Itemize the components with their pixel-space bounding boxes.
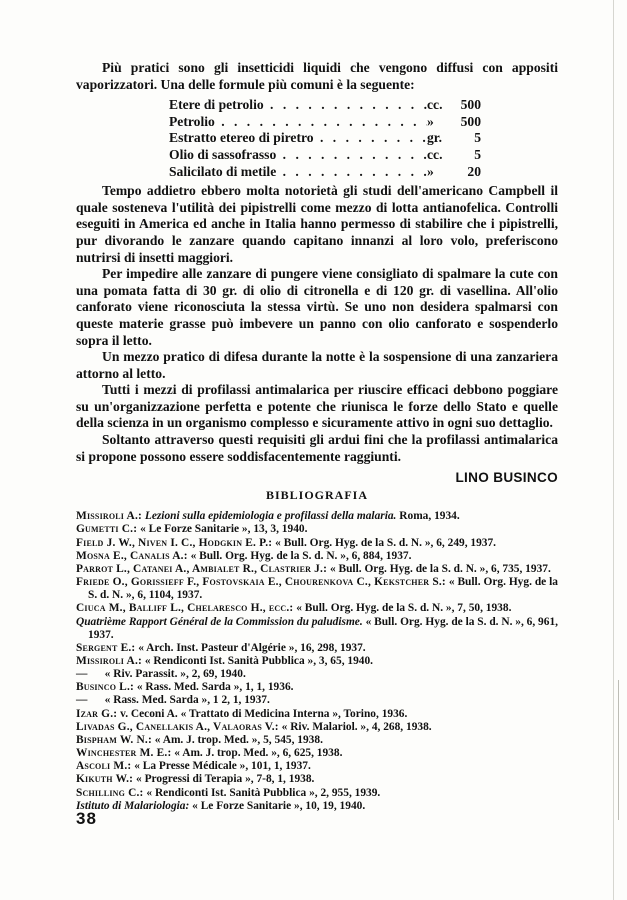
bibliography-entry <box>76 642 558 655</box>
bibliography-list <box>76 510 561 813</box>
bibliography-author: Businco L.: <box>76 681 135 694</box>
bibliography-author: Missiroli A.: <box>76 510 143 523</box>
paragraph-organization: Tutti i mezzi di profilassi antimalarica per riuscire efficaci debbono poggiare su un'organizzazione perfetta e potente che riunisca le forze dello Stato e quelle della scienza in un organismo complesso e sicuramente attivo in ogni suo dettaglio. <box>76 382 558 431</box>
bibliography-entry <box>76 773 558 786</box>
bibliography-author: Parrot L., Catanei A., Ambialet R., Clastrier J.: <box>76 562 328 575</box>
bibliography-source: « Rass. Med. Sarda », 1, 1, 1936. <box>134 681 294 694</box>
bibliography-entry <box>76 510 558 523</box>
bibliography-author: Mosna E., Canalis A.: <box>76 549 188 562</box>
bibliography-source: « Progressi di Terapia », 7-8, 1, 1938. <box>133 773 315 786</box>
bibliography-source: « Bull. Org. Hyg. de la S. d. N. », 6, 735, 1937. <box>327 562 551 575</box>
formula-unit: » <box>427 113 434 129</box>
bibliography-entry <box>76 550 558 563</box>
bibliography-source: « Le Forze Sanitarie », 13, 3, 1940. <box>137 523 308 536</box>
formula-ingredient: Petrolio . . . <box>169 114 427 131</box>
bibliography-author: Gumetti C.: <box>76 523 138 536</box>
bibliography-source: « Riv. Parassit. », 2, 69, 1940. <box>87 668 246 681</box>
paragraph-insecticides: Più pratici sono gli insetticidi liquidi che vengono diffusi con appositi vaporizzatori. Una delle formule più comuni è la seguente: <box>76 60 558 92</box>
page-body <box>76 60 561 813</box>
paragraph-bats: Tempo addietro ebbero molta notorietà gli studi dell'americano Campbell il quale sosteneva l'utilità dei pipistrelli come mezzo di lotta antianofelica. Controlli eseguiti in America ed anche in Italia hanno permesso di stabilire che i pipistrelli, pur divorando le zanzare quando capitano innanzi al loro volo, preferiscono nutrirsi di insetti maggiori. <box>76 183 558 265</box>
formula-row <box>169 114 481 131</box>
bibliography-entry <box>76 681 558 694</box>
bibliography-author: Field J. W., Niven I. C., Hodgkin E. P.: <box>76 536 273 549</box>
formula-quantity: 500 <box>460 97 481 113</box>
bibliography-author: Ascoli M.: <box>76 760 132 773</box>
bibliography-source: « Am. J. trop. Med. », 5, 545, 1938. <box>151 733 323 746</box>
bibliography-source: « Rendiconti Ist. Sanità Pubblica », 2, 955, 1939. <box>143 786 381 799</box>
bibliography-source: « Arch. Inst. Pasteur d'Algérie », 16, 298, 1937. <box>135 641 366 654</box>
bibliography-author: — <box>76 694 88 707</box>
bibliography-entry <box>76 523 558 536</box>
bibliography-source: « Rendiconti Ist. Sanità Pubblica », 3, 65, 1940. <box>142 654 374 667</box>
formula-ingredient: Salicilato di metile . . . <box>169 164 427 181</box>
bibliography-entry <box>76 655 558 668</box>
bibliography-entry <box>76 615 561 642</box>
bibliography-entry <box>76 734 558 747</box>
formula-unit: cc. <box>427 146 443 162</box>
bibliography-author: Ciuca M., Balliff L., Chelaresco H., ecc.: <box>76 602 294 615</box>
formula-ingredient: Etere di petrolio . . . <box>169 97 427 114</box>
bibliography-entry <box>76 721 558 734</box>
bibliography-work: Istituto di Malariologia: <box>76 799 190 812</box>
bibliography-work: Quatrième Rapport Général de la Commission du paludisme. <box>76 615 363 628</box>
bibliography-entry <box>76 760 558 773</box>
bibliography-entry <box>76 576 561 602</box>
bibliography-author: Sergent E.: <box>76 641 136 654</box>
bibliography-entry <box>76 602 558 615</box>
formula-ingredient: Olio di sassofrasso . . . <box>169 147 427 164</box>
bibliography-source: « Bull. Org. Hyg. de la S. d. N. », 7, 50, 1938. <box>293 602 512 615</box>
bibliography-author: Bispham W. N.: <box>76 733 152 746</box>
bibliography-author: Izar G.: <box>76 707 118 720</box>
insecticide-formula <box>169 97 481 180</box>
bibliography-author: Kikuth W.: <box>76 773 134 786</box>
formula-ingredient: Estratto etereo di piretro . . . <box>169 130 427 147</box>
formula-row <box>169 147 481 164</box>
author-signature: LINO BUSINCO <box>455 470 558 486</box>
formula-row <box>169 130 481 147</box>
formula-unit: gr. <box>427 130 442 146</box>
bibliography-author: Livadas G., Canellakis A., Valaoras V.: <box>76 720 279 733</box>
bibliography-source: « La Presse Médicale », 101, 1, 1937. <box>131 760 311 773</box>
bibliography-author: Friede O., Gorissieff F., Fostovskaia E., Chourenkova C., Kekstcher S.: <box>76 576 446 589</box>
bibliography-title: BIBLIOGRAFIA <box>265 488 369 503</box>
bibliography-work: Lezioni sulla epidemiologia e profilassi della malaria. <box>142 510 397 523</box>
bibliography-source: « Bull. Org. Hyg. de la S. d. N. », 6, 1104, 1937. <box>88 576 561 602</box>
paragraph-mosquito-net: Un mezzo pratico di difesa durante la notte è la sospensione di una zanzariera attorno al letto. <box>76 349 558 381</box>
bibliography-source: « Bull. Org. Hyg. de la S. d. N. », 6, 884, 1937. <box>187 549 412 562</box>
formula-quantity: 500 <box>460 113 481 129</box>
bibliography-author: Schilling C.: <box>76 786 144 799</box>
bibliography-entry <box>76 537 558 550</box>
bibliography-entry <box>76 787 558 800</box>
bibliography-author: — <box>76 668 88 681</box>
formula-quantity: 5 <box>474 146 481 162</box>
page-edge-line <box>613 0 614 900</box>
bibliography-source: « Rass. Med. Sarda », 1 2, 1, 1937. <box>87 694 270 707</box>
paragraph-repellent: Per impedire alle zanzare di pungere viene consigliato di spalmare la cute con una pomata fatta di 30 gr. di olio di citronella e di 120 gr. di vasellina. All'olio canforato viene riconosciuta la stessa virtù. Se uno non desidera spalmarsi con queste materie grasse può imbevere un panno con olio canforato e sospenderlo sopra il letto. <box>76 266 558 348</box>
formula-row <box>169 164 481 181</box>
bibliography-source: Roma, 1934. <box>396 510 460 523</box>
bibliography-entry <box>76 800 558 813</box>
formula-quantity: 20 <box>467 163 481 179</box>
bibliography-entry <box>76 708 558 721</box>
paragraph-conclusion: Soltanto attraverso questi requisiti gli ardui fini che la profilassi antimalarica si propone possono essere soddisfacentemente raggiunti. <box>76 432 558 464</box>
page-edge-shadow <box>618 680 619 820</box>
bibliography-entry <box>76 668 558 681</box>
page-number: 38 <box>76 809 97 828</box>
bibliography-author: Winchester M. E.: <box>76 747 172 760</box>
bibliography-source: v. Ceconi A. « Trattato di Medicina Interna », Torino, 1936. <box>117 707 408 720</box>
bibliography-source: « Bull. Org. Hyg. de la S. d. N. », 6, 249, 1937. <box>272 536 497 549</box>
bibliography-source: « Le Forze Sanitarie », 10, 19, 1940. <box>189 799 366 812</box>
formula-quantity: 5 <box>474 130 481 146</box>
bibliography-source: « Am. J. trop. Med. », 6, 625, 1938. <box>171 747 343 760</box>
bibliography-entry <box>76 694 558 707</box>
bibliography-author: Missiroli A.: <box>76 654 143 667</box>
bibliography-entry <box>76 747 558 760</box>
formula-unit: cc. <box>427 97 443 113</box>
formula-unit: » <box>427 163 434 179</box>
bibliography-source: « Riv. Malariol. », 4, 268, 1938. <box>278 720 432 733</box>
bibliography-source: « Bull. Org. Hyg. de la S. d. N. », 6, 961, 1937. <box>88 615 561 641</box>
bibliography-entry <box>76 563 558 576</box>
formula-row <box>169 97 481 114</box>
